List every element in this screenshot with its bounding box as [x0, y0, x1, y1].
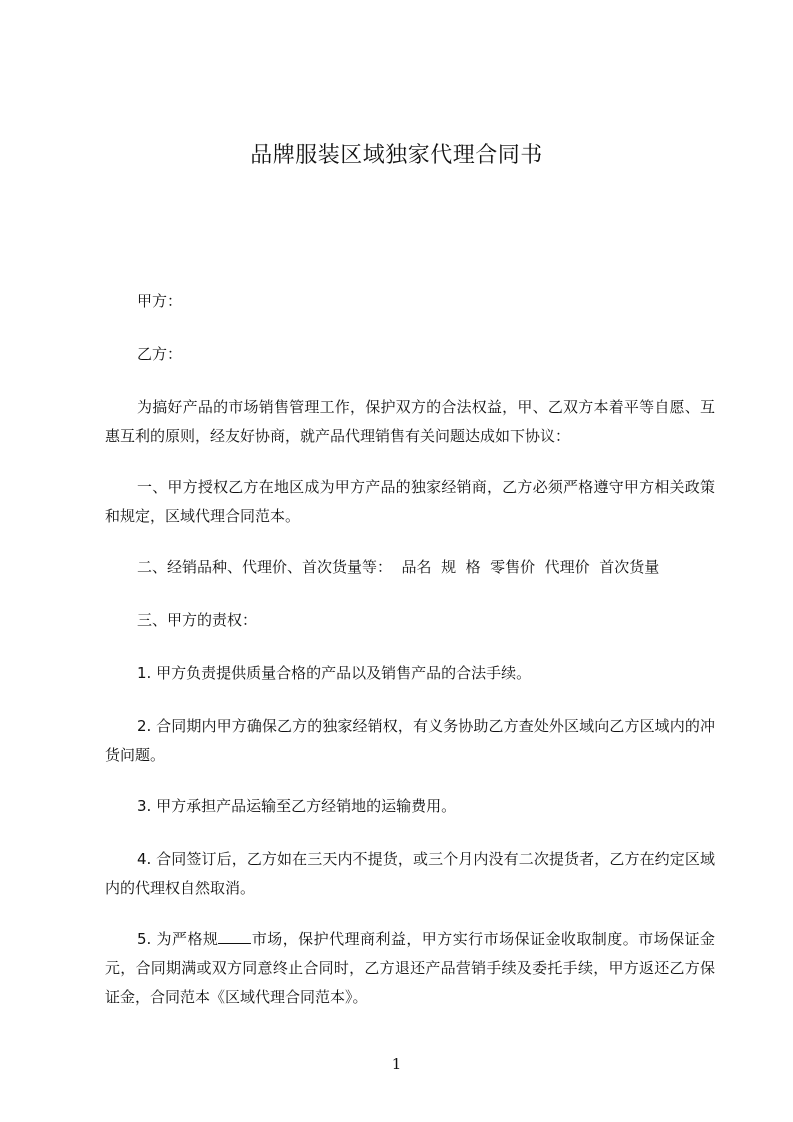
clause-3-item-1: 1. 甲方负责提供质量合格的产品以及销售产品的合法手续。	[137, 664, 532, 682]
item-5-before-blank: 5. 为严格规	[137, 930, 219, 948]
clause-3-item-5	[105, 925, 715, 1012]
party-a-line: 甲方：	[137, 292, 183, 310]
clause-3-item-3: 3. 甲方承担产品运输至乙方经销地的运输费用。	[137, 797, 457, 815]
clause-3-heading: 三、甲方的责权：	[137, 611, 258, 629]
clause-2-paragraph: 二、经销品种、代理价、首次货量等： 品名 规 格 零售价 代理价 首次货量	[137, 558, 660, 576]
item-5-after-blank: 市场，保护代理商利益，甲方实行市场保证金收取制度。市场保证金 元，合同期满或双方同意终止合同时，乙方退还产品营销手续及委托手续，甲方返还乙方保证金，合同范本《区域代理合同范本》。	[105, 930, 715, 1006]
intro-paragraph: 为搞好产品的市场销售管理工作，保护双方的合法权益，甲、乙双方本着平等自愿、互惠互利的原则，经友好协商，就产品代理销售有关问题达成如下协议：	[105, 398, 715, 445]
clause-3-item-4: 4. 合同签订后，乙方如在三天内不提货，或三个月内没有二次提货者，乙方在约定区域内的代理权自然取消。	[105, 850, 715, 897]
clause-3-item-2: 2. 合同期内甲方确保乙方的独家经销权，有义务协助乙方查处外区域向乙方区域内的冲货问题。	[105, 717, 715, 764]
clause-1-paragraph: 一、甲方授权乙方在地区成为甲方产品的独家经销商，乙方必须严格遵守甲方相关政策和规定，区域代理合同范本。	[105, 478, 715, 525]
fill-in-blank-line	[218, 929, 251, 944]
party-b-line: 乙方：	[137, 345, 183, 363]
page-number: 1	[391, 1055, 402, 1073]
document-title: 品牌服装区域独家代理合同书	[250, 143, 543, 168]
